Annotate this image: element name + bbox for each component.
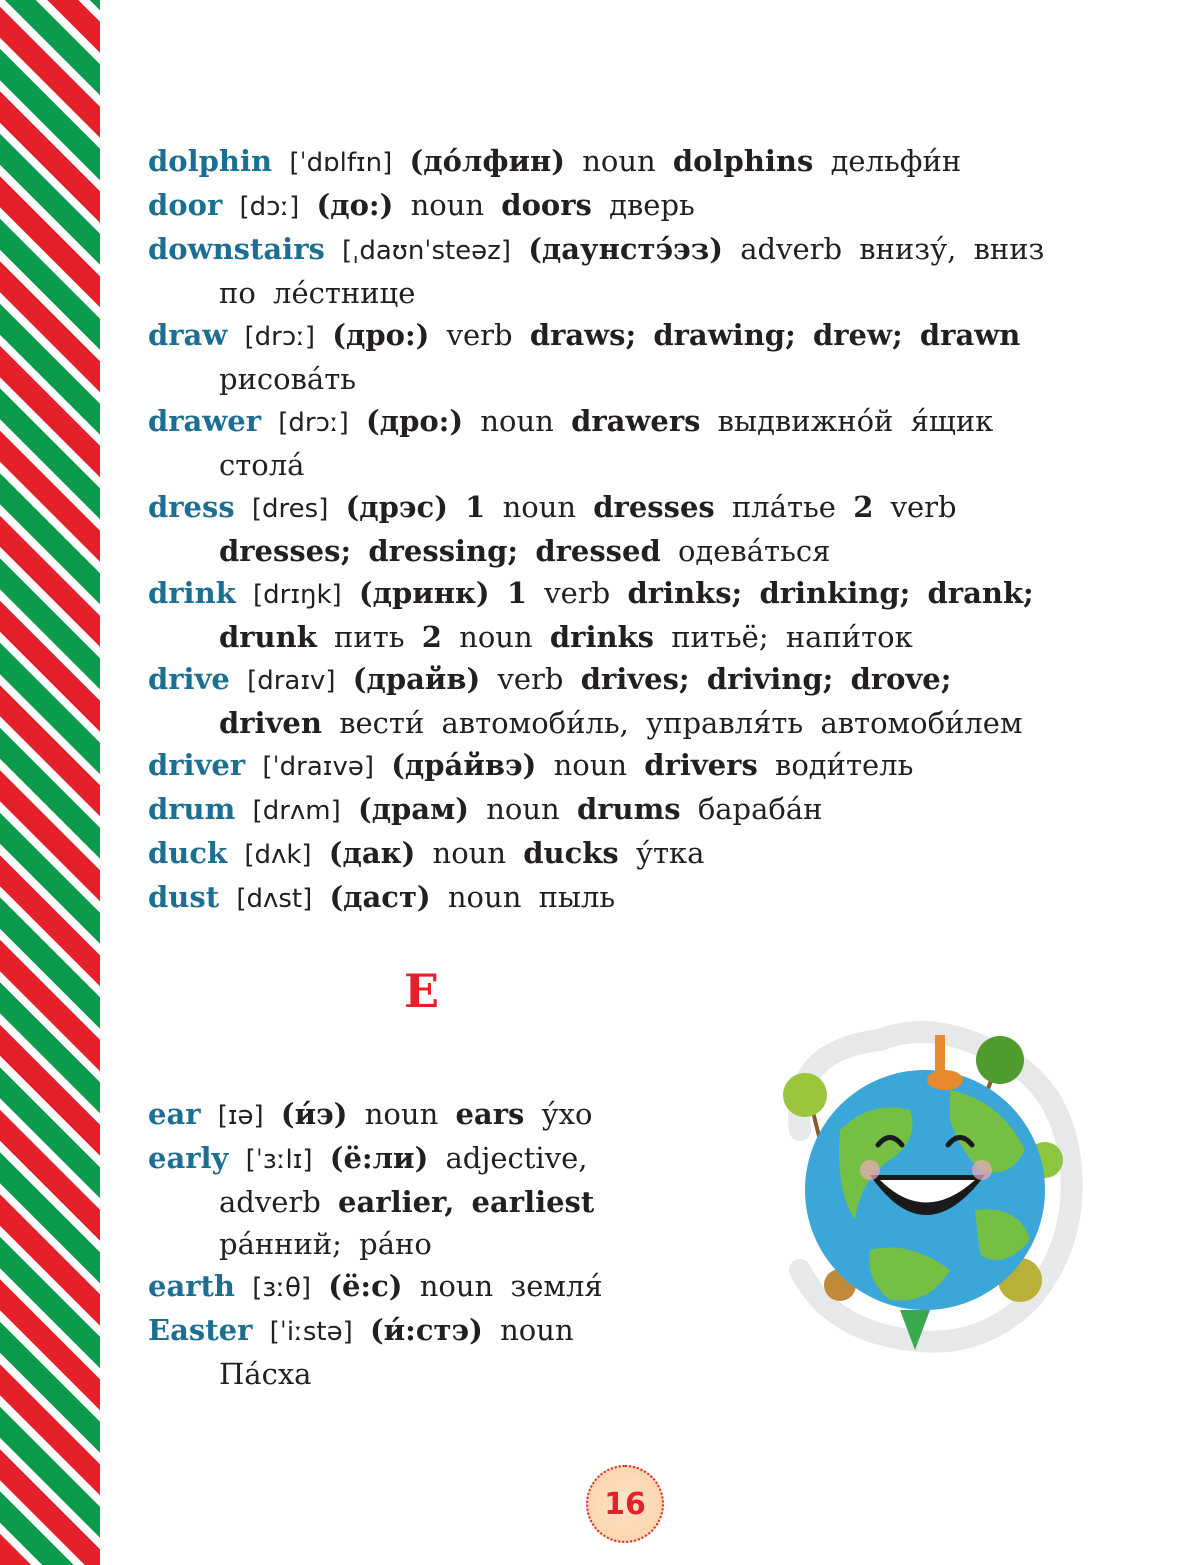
plain-word: noun	[480, 404, 554, 438]
plain-word: ра́но	[359, 1227, 432, 1261]
plain-word: у́тка	[635, 836, 705, 870]
headword: drink	[148, 576, 236, 610]
entry-continuation	[148, 444, 1103, 486]
dictionary-entry	[148, 744, 1103, 788]
ipa-transcription: [ˌdaʊnˈsteəz]	[342, 236, 511, 266]
bold-word: 2	[421, 620, 442, 654]
bold-word: drives;	[580, 662, 690, 696]
ipa-transcription: [ˈdɒlfɪn]	[289, 148, 393, 178]
plain-word: бараба́н	[697, 792, 823, 826]
headword: drum	[148, 792, 236, 826]
headword: early	[148, 1141, 229, 1175]
plain-word: пить	[334, 620, 405, 654]
entry-continuation	[148, 702, 1103, 744]
plain-word: одева́ться	[677, 534, 831, 568]
plain-word: noun	[582, 144, 656, 178]
plain-word: ра́нний;	[219, 1227, 342, 1261]
bold-word: ducks	[523, 836, 619, 870]
entry-continuation	[148, 272, 1103, 314]
bold-word: drunk	[219, 620, 317, 654]
decorative-stripe-border	[0, 0, 100, 1565]
russian-transcription: (до́лфин)	[409, 144, 565, 178]
plain-word: внизу́,	[859, 232, 957, 266]
ipa-transcription: [ɪə]	[217, 1101, 264, 1131]
russian-transcription: (дро:)	[366, 404, 464, 438]
bold-word: drinks;	[627, 576, 743, 610]
entry-continuation	[148, 616, 1103, 658]
ipa-transcription: [dɔː]	[239, 192, 300, 222]
section-letter-heading: E	[404, 964, 440, 1018]
bold-word: drivers	[644, 748, 758, 782]
bold-word: drums	[576, 792, 681, 826]
plain-word: пыль	[538, 880, 616, 914]
bold-word: draws;	[529, 318, 637, 352]
russian-transcription: (до:)	[316, 188, 394, 222]
headword: ear	[148, 1097, 201, 1131]
page-number-badge	[586, 1465, 664, 1543]
russian-transcription: (драйв)	[352, 662, 481, 696]
dictionary-entry	[148, 876, 1103, 920]
ipa-transcription: [drɔː]	[278, 408, 349, 438]
bold-word: earliest	[471, 1185, 595, 1219]
russian-transcription: (ё:с)	[328, 1269, 403, 1303]
plain-word: автомоби́лем	[820, 706, 1023, 740]
plain-word: noun	[410, 188, 485, 222]
plain-word: автомоби́ль,	[441, 706, 629, 740]
bold-word: drinks	[549, 620, 654, 654]
headword: downstairs	[148, 232, 325, 266]
headword: earth	[148, 1269, 235, 1303]
plain-word: noun	[364, 1097, 439, 1131]
russian-transcription: (и́:стэ)	[369, 1313, 483, 1347]
bold-word: drinking;	[759, 576, 911, 610]
entry-continuation	[148, 1353, 648, 1395]
russian-transcription: (дринк)	[358, 576, 490, 610]
russian-transcription: (даунстэ́эз)	[528, 232, 723, 266]
headword: dolphin	[148, 144, 273, 178]
ipa-transcription: [dres]	[251, 494, 329, 524]
russian-transcription: (даст)	[329, 880, 431, 914]
plain-word: noun	[447, 880, 522, 914]
dictionary-entry	[148, 1265, 648, 1309]
russian-transcription: (ё:ли)	[329, 1141, 429, 1175]
plain-word: noun	[419, 1269, 494, 1303]
ipa-transcription: [ˈdraɪvə]	[262, 752, 374, 782]
plain-word: adjective,	[445, 1141, 588, 1175]
russian-transcription: (дак)	[328, 836, 416, 870]
dictionary-entry	[148, 788, 1103, 832]
headword: duck	[148, 836, 228, 870]
entry-continuation	[148, 1181, 648, 1265]
dictionary-entry	[148, 486, 1103, 572]
dictionary-entry	[148, 1309, 648, 1395]
plain-word: Па́сха	[219, 1357, 312, 1391]
plain-word: у́хо	[541, 1097, 593, 1131]
dictionary-entry	[148, 140, 1103, 184]
plain-word: verb	[446, 318, 513, 352]
dictionary-entry	[148, 228, 1103, 314]
dictionary-entry	[148, 658, 1103, 744]
headword: driver	[148, 748, 246, 782]
ipa-transcription: [drɔː]	[244, 322, 316, 352]
dictionary-section-d	[148, 140, 1103, 920]
bold-word: drank;	[927, 576, 1034, 610]
plain-word: noun	[502, 490, 577, 524]
dictionary-entry	[148, 1137, 648, 1265]
earth-illustration	[760, 1010, 1090, 1370]
ipa-transcription: [ˈɜːlɪ]	[245, 1145, 313, 1175]
plain-word: питьё;	[671, 620, 769, 654]
dictionary-entry	[148, 314, 1103, 400]
plain-word: напи́ток	[785, 620, 913, 654]
headword: drawer	[148, 404, 262, 438]
plain-word: noun	[459, 620, 533, 654]
entry-continuation	[148, 358, 1103, 400]
plain-word: по	[219, 276, 256, 310]
dictionary-entry	[148, 572, 1103, 658]
headword: door	[148, 188, 223, 222]
russian-transcription: (дро:)	[332, 318, 430, 352]
bold-word: drawn	[919, 318, 1021, 352]
page-number: 16	[604, 1486, 646, 1522]
dictionary-entry	[148, 184, 1103, 228]
bold-word: drawers	[571, 404, 701, 438]
ipa-transcription: [dʌk]	[244, 840, 312, 870]
headword: dust	[148, 880, 220, 914]
bold-word: dresses;	[219, 534, 352, 568]
plain-word: дверь	[609, 188, 695, 222]
russian-transcription: (и́э)	[280, 1097, 348, 1131]
bold-word: doors	[501, 188, 592, 222]
bold-word: dressing;	[368, 534, 519, 568]
plain-word: verb	[890, 490, 957, 524]
ipa-transcription: [ɜːθ]	[252, 1273, 311, 1303]
plain-word: пла́тье	[731, 490, 836, 524]
ipa-transcription: [ˈiːstə]	[269, 1317, 353, 1347]
plain-word: я́щик	[910, 404, 994, 438]
headword: dress	[148, 490, 235, 524]
bold-word: ears	[455, 1097, 525, 1131]
bold-word: 1	[506, 576, 528, 610]
plain-word: дельфи́н	[830, 144, 962, 178]
plain-word: verb	[544, 576, 611, 610]
plain-word: управля́ть	[646, 706, 804, 740]
bold-word: drawing;	[653, 318, 796, 352]
bold-word: drew;	[813, 318, 903, 352]
russian-transcription: (дрэс)	[345, 490, 448, 524]
bold-word: driven	[219, 706, 322, 740]
plain-word: води́тель	[775, 748, 914, 782]
plain-word: ле́стнице	[273, 276, 416, 310]
bold-word: 2	[853, 490, 874, 524]
dictionary-entry	[148, 1093, 648, 1137]
plain-word: земля́	[510, 1269, 603, 1303]
ipa-transcription: [drʌm]	[252, 796, 341, 826]
bold-word: earlier,	[338, 1185, 455, 1219]
dictionary-section-e	[148, 1093, 648, 1395]
plain-word: noun	[486, 792, 560, 826]
russian-transcription: (драм)	[357, 792, 469, 826]
plain-word: adverb	[219, 1185, 321, 1219]
russian-transcription: (дра́йвэ)	[391, 748, 537, 782]
bold-word: drove;	[850, 662, 952, 696]
plain-word: выдвижно́й	[717, 404, 894, 438]
plain-word: рисова́ть	[219, 362, 357, 396]
headword: draw	[148, 318, 228, 352]
ipa-transcription: [drɪŋk]	[252, 580, 342, 610]
plain-word: verb	[497, 662, 564, 696]
headword: Easter	[148, 1313, 253, 1347]
entry-continuation	[148, 530, 1103, 572]
plain-word: noun	[553, 748, 628, 782]
plain-word: adverb	[740, 232, 843, 266]
plain-word: вниз	[973, 232, 1045, 266]
plain-word: стола́	[219, 448, 305, 482]
dictionary-entry	[148, 400, 1103, 486]
ipa-transcription: [dʌst]	[236, 884, 313, 914]
bold-word: dresses	[593, 490, 715, 524]
dictionary-entry	[148, 832, 1103, 876]
bold-word: driving;	[706, 662, 834, 696]
plain-word: noun	[500, 1313, 574, 1347]
bold-word: dolphins	[672, 144, 814, 178]
bold-word: dressed	[535, 534, 661, 568]
plain-word: вести́	[339, 706, 425, 740]
headword: drive	[148, 662, 230, 696]
ipa-transcription: [draɪv]	[247, 666, 336, 696]
plain-word: noun	[432, 836, 507, 870]
bold-word: 1	[465, 490, 486, 524]
